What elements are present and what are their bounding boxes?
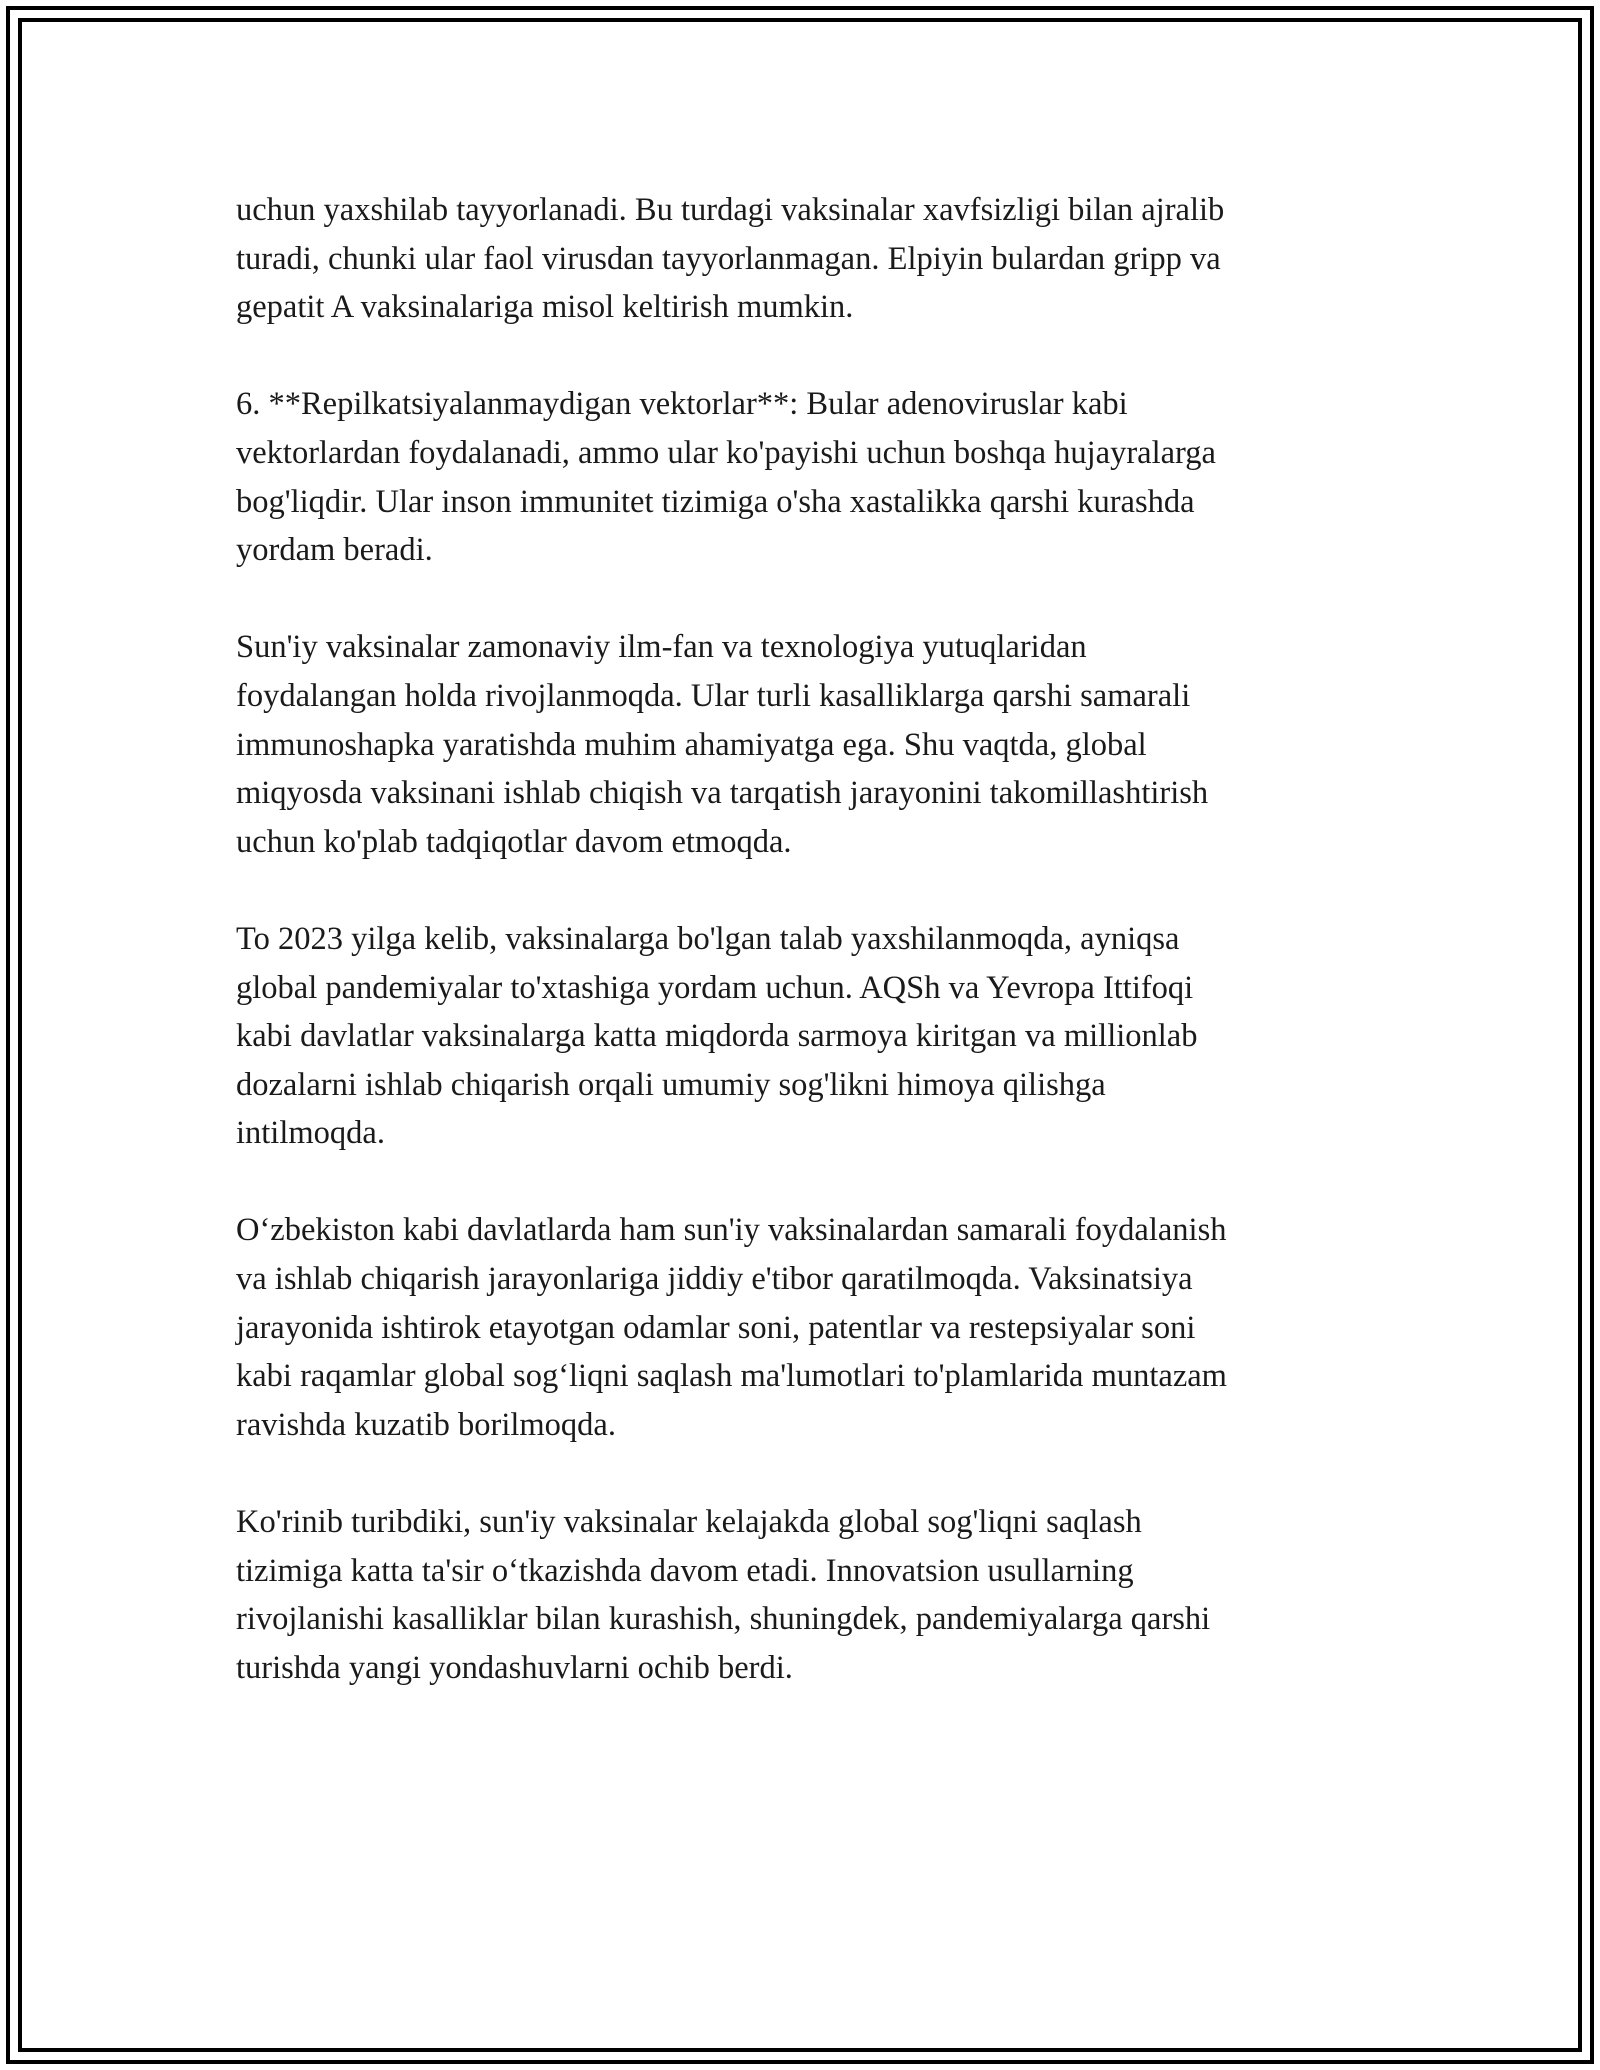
paragraph-uzbekistan: O‘zbekiston kabi davlatlarda ham sun'iy vaksinalardan samarali foydalanish va ishlab chiqarish jarayonlariga jiddiy e'tibor qaratilmoqda. Vaksinatsiya jarayonida ishtirok etayotgan odamlar soni, patentlar va restepsiyalar soni kabi raqamlar global sog‘liqni saqlash ma'lumotlari to'plamlarida muntazam ravishda kuzatib borilmoqda. xyxy=(236,1212,1227,1443)
paragraph-vaccine-safety: uchun yaxshilab tayyorlanadi. Bu turdagi vaksinalar xavfsizligi bilan ajralib turadi, chunki ular faol virusdan tayyorlanmagan. Elpiyin bulardan gripp va gepatit A vaksinalariga misol keltirish mumkin. xyxy=(236,192,1225,326)
paragraph-synthetic-vaccines: Sun'iy vaksinalar zamonaviy ilm-fan va texnologiya yutuqlaridan foydalangan holda rivojlanmoqda. Ular turli kasalliklarga qarshi samarali immunoshapka yaratishda muhim ahamiyatga ega. Shu vaqtda, global miqyosda vaksinani ishlab chiqish va tarqatish jarayonini takomillashtirish uchun ko'plab tadqiqotlar davom etmoqda. xyxy=(236,629,1209,860)
paragraph-conclusion: Ko'rinib turibdiki, sun'iy vaksinalar kelajakda global sog'liqni saqlash tizimiga katta ta'sir o‘tkazishda davom etadi. Innovatsion usullarning rivojlanishi kasalliklar bilan kurashish, shuningdek, pandemiyalarga qarshi turishda yangi yondashuvlarni ochib berdi. xyxy=(236,1504,1211,1686)
paragraph-demand-2023: To 2023 yilga kelib, vaksinalarga bo'lgan talab yaxshilanmoqda, ayniqsa global pandemiyalar to'xtashiga yordam uchun. AQSh va Yevropa Ittifoqi kabi davlatlar vaksinalarga katta miqdorda sarmoya kiritgan va millionlab dozalarni ishlab chiqarish orqali umumiy sog'likni himoya qilishga intilmoqda. xyxy=(236,920,1198,1152)
document-body xyxy=(236,186,1366,1741)
paragraph-non-replicating-vectors: 6. **Repilkatsiyalanmaydigan vektorlar**: Bular adenoviruslar kabi vektorlardan foydalanadi, ammo ular ko'payishi uchun boshqa hujayralarga bog'liqdir. Ular inson immunitet tizimiga o'sha xastalikka qarshi kurashda yordam beradi. xyxy=(236,386,1216,569)
